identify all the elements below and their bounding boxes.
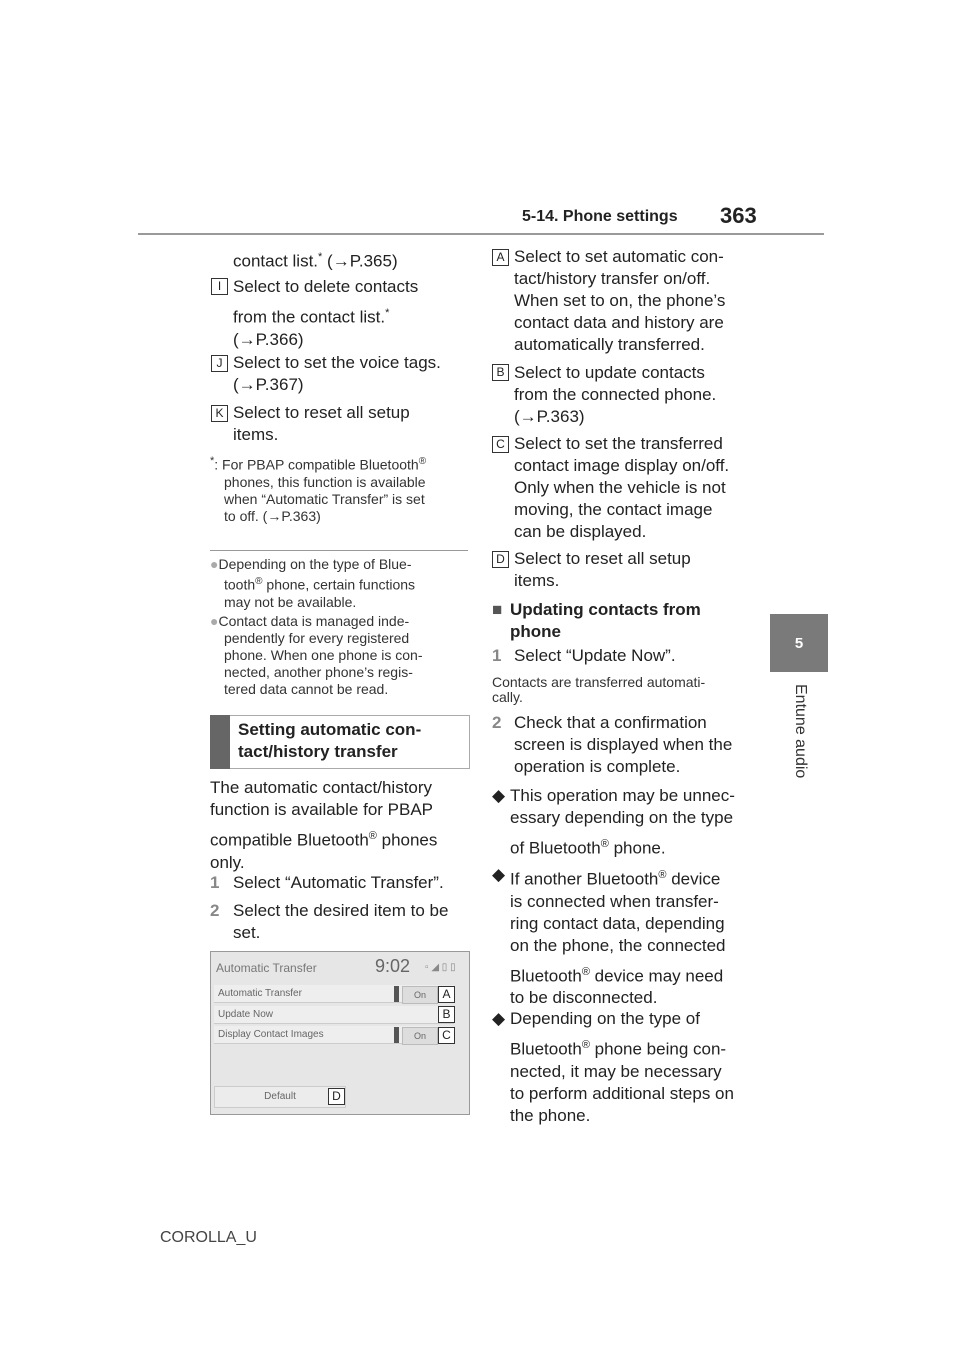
screen-title: Automatic Transfer [216,961,317,975]
screen-clock: 9:02 [375,956,411,976]
note-item: ●Contact data is managed inde- pendently for every registered phone. When one phone is con- nected, another phone’s regis- tered data cannot be read. [210,613,423,697]
label-b: B [492,364,509,381]
header-rule [138,233,824,235]
step-1: 1 Select “Automatic Transfer”. [210,873,444,892]
bullet-item: ◆ If another Bluetooth® device is connected when transfer- ring contact data, depending on the phone, the connected Bluetooth® device may need to be disconnected. [492,865,726,1008]
toggle-on-button[interactable]: On [402,986,438,1004]
footnote: *: For PBAP compatible Bluetooth® phones, this function is available when “Automatic Transfer” is set to off. (→P.363) [210,455,427,524]
toggle-indicator [394,1027,399,1043]
step-note: Contacts are transferred automati- cally. [492,674,706,705]
label-d: D [492,551,509,568]
screen-row-display-contact-images[interactable]: Display Contact Images [214,1026,454,1044]
callout-b: B [438,1006,455,1023]
callout-d: D [328,1088,345,1105]
list-item: Select to update contacts from the connected phone. (→P.363) [514,363,717,426]
label-k: K [211,405,228,422]
screen-row-update-now[interactable]: Update Now [214,1006,454,1024]
label-c: C [492,436,509,453]
subsection-title: ■ Updating contacts from phone [492,600,701,641]
callout-c: C [438,1027,455,1044]
list-item: Select to reset all setup items. [514,549,691,590]
toggle-indicator [394,986,399,1002]
list-item: Select to reset all setup items. [233,403,410,444]
update-step-2: 2 Check that a confirmation screen is displayed when the operation is complete. [492,713,733,776]
section-title: Setting automatic con- tact/history transfer [238,720,422,761]
callout-a: A [438,986,455,1003]
bullet-item: ◆ This operation may be unnec- essary depending on the type of Bluetooth® phone. [492,786,735,858]
screen-row-automatic-transfer[interactable]: Automatic Transfer [214,985,454,1003]
bullet-item: ◆ Depending on the type of Bluetooth® phone being con- nected, it may be necessary to perform additional steps on the phone. [492,1009,734,1125]
note-item: ●Depending on the type of Blue- tooth® phone, certain functions may not be available. [210,556,416,610]
label-j: J [211,355,228,372]
label-i: I [211,278,228,295]
chapter-label: Entune audio [792,684,809,779]
section-header: 5-14. Phone settings [522,208,678,225]
default-button[interactable]: Default [214,1086,346,1108]
chapter-tab: 5 [770,614,828,672]
label-a: A [492,249,509,266]
status-icons: ▫ ◢ ▯ ▯ [425,962,456,973]
list-item: Select to set the voice tags. (→P.367) [233,353,441,394]
list-item: Select to set the transferred contact image display on/off. Only when the vehicle is not moving, the contact image can be displayed. [514,434,730,541]
list-item: Select to set automatic con- tact/history transfer on/off. When set to on, the phone’s contact data and history are automatically transferred. [514,247,726,354]
list-item: Select to delete contacts from the contact list.* (→P.366) [233,277,419,349]
notes-divider [210,550,468,551]
continued-text: contact list.* (→P.365) [233,251,398,271]
update-step-1: 1 Select “Update Now”. [492,646,676,665]
intro-paragraph: The automatic contact/history function is available for PBAP compatible Bluetooth® phones only. [210,778,438,872]
step-2: 2 Select the desired item to be set. [210,901,449,942]
toggle-on-button[interactable]: On [402,1027,438,1045]
page-number: 363 [720,203,757,228]
model-footer: COROLLA_U [160,1229,257,1246]
section-title-bar [210,715,230,769]
